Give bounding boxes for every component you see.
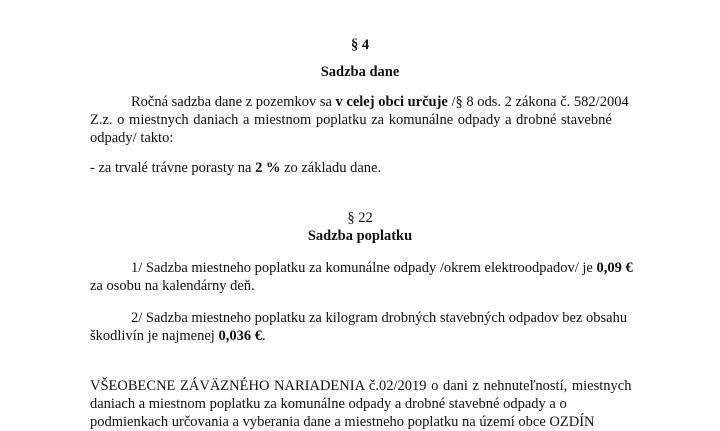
section-22-title: Sadzba poplatku [307, 228, 413, 244]
section-4-item-text-tail: zo základu dane. [280, 160, 382, 176]
section-4-title: Sadzba dane [320, 64, 400, 80]
section-22-paragraph-2-line-1: 2/ Sadzba miestneho poplatku za kilogram drobných stavebných odpadov bez obsahu [131, 310, 628, 326]
section-22-p2-rate: 0,036 € [218, 328, 262, 344]
section-22-paragraph-2-line-2 [90, 327, 266, 345]
section-22-p1-text: 1/ Sadzba miestneho poplatku za komunálne odpady /okrem elektroodpadov/ je [131, 260, 597, 276]
section-22-p2-text: škodlivín je najmenej [90, 328, 219, 344]
section-4-paragraph-line-3: odpady/ takto: [90, 130, 174, 146]
section-4-paragraph-line-2: Z.z. o miestnych daniach a miestnom poplatku za komunálne odpady a drobné stavebné [90, 112, 612, 128]
section-22-number: § 22 [347, 210, 373, 226]
footer-line-3: podmienkach určovania a vyberania dane a miestneho poplatku na území obce OZDÍN [90, 414, 595, 430]
section-22-p1-rate: 0,09 € [596, 260, 633, 276]
section-22-paragraph-1-line-1 [131, 259, 633, 277]
section-4-paragraph-line-1 [131, 93, 629, 111]
section-4-paragraph-text: Ročná sadzba dane z pozemkov sa [131, 94, 336, 110]
section-4-paragraph-emphasis: v celej obci určuje [335, 94, 448, 110]
section-4-list-item [90, 159, 381, 177]
section-22-paragraph-1-line-2: za osobu na kalendárny deň. [90, 278, 255, 294]
section-4-paragraph-text-tail: /§ 8 ods. 2 zákona č. 582/2004 [447, 94, 629, 110]
section-4-item-rate: 2 % [255, 160, 281, 176]
section-4-number: § 4 [350, 37, 370, 53]
footer-line-1: VŠEOBECNE ZÁVÄZNÉHO NARIADENIA č.02/2019 o dani z nehnuteľností, miestnych [90, 378, 632, 394]
section-4-item-text: - za trvalé trávne porasty na [90, 160, 256, 176]
section-22-p2-text-tail: . [261, 328, 266, 344]
footer-line-2: daniach a miestnom poplatku za komunálne odpady a drobné stavebné odpady a o [90, 396, 567, 412]
